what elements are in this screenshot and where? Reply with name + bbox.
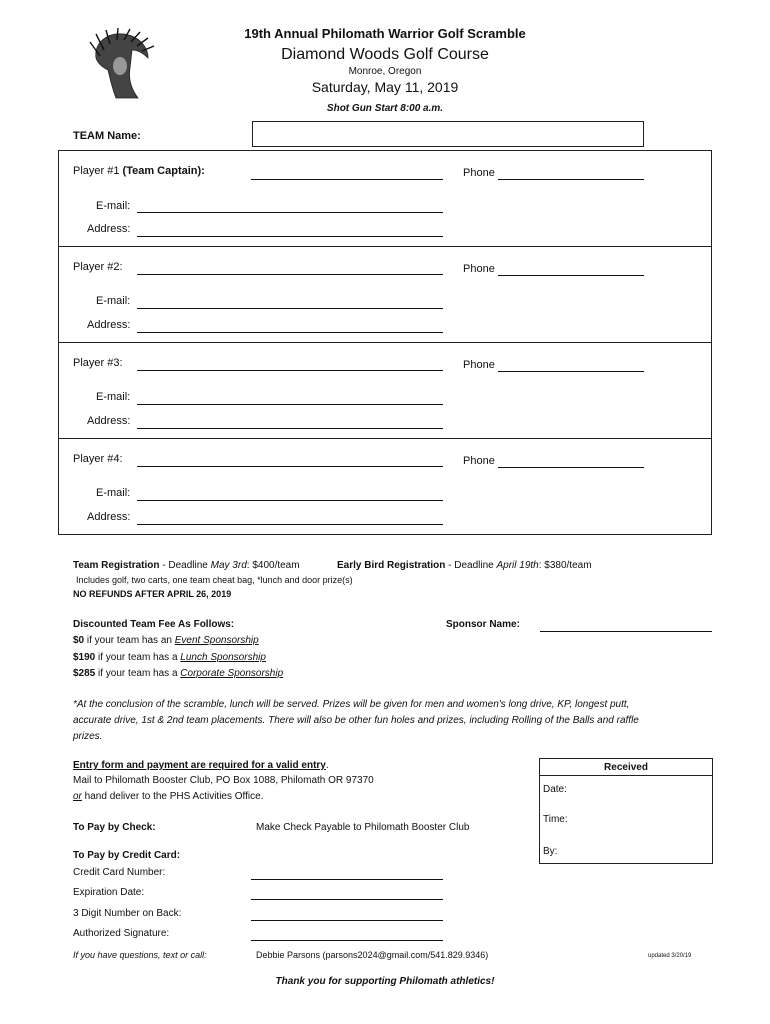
received-by-label: By: [543, 846, 558, 857]
received-title: Received [604, 762, 648, 773]
player-1-label-prefix: Player #1 [73, 165, 123, 177]
player-2-address-field[interactable] [137, 332, 443, 333]
team-registration-label: Team Registration [73, 560, 160, 571]
team-name-label: TEAM Name: [73, 130, 141, 142]
early-deadline-sep: - Deadline [445, 560, 497, 571]
sponsorship-link[interactable]: Corporate Sponsorship [180, 668, 284, 679]
player-1-label [73, 165, 205, 177]
sponsor-name-field[interactable] [540, 631, 712, 632]
player-4-address-field[interactable] [137, 524, 443, 525]
discount-text: if your team has a [95, 652, 181, 663]
cvv-field[interactable] [251, 920, 443, 921]
early-deadline: April 19th [496, 560, 539, 571]
player-3-email-label: E-mail: [96, 391, 131, 403]
discount-item [73, 635, 259, 646]
or-text: or [73, 791, 82, 802]
mail-address: Mail to Philomath Booster Club, PO Box 1088, Philomath OR 97370 [73, 775, 374, 786]
hand-deliver-text: hand deliver to the PHS Activities Office. [81, 791, 264, 802]
discount-text: if your team has a [95, 668, 181, 679]
player-3-label: Player #3: [73, 357, 123, 369]
player-4-email-label: E-mail: [96, 487, 131, 499]
event-title: 19th Annual Philomath Warrior Golf Scramble [244, 26, 526, 41]
player-divider [58, 438, 712, 439]
player-3-phone-field[interactable] [498, 371, 644, 372]
player-4-phone-label: Phone [463, 455, 495, 467]
team-name-field[interactable] [252, 121, 644, 147]
player-2-email-field[interactable] [137, 308, 443, 309]
player-4-address-label: Address: [87, 511, 131, 523]
payment-required [73, 760, 329, 771]
player-2-phone-label: Phone [463, 263, 495, 275]
contact-info: Debbie Parsons (parsons2024@gmail.com/541.829.9346) [256, 950, 489, 960]
course-location: Monroe, Oregon [348, 66, 422, 77]
team-deadline-sep: - Deadline [159, 560, 211, 571]
discount-item [73, 668, 283, 679]
early-bird-info [337, 560, 592, 571]
player-1-name-field[interactable] [251, 179, 443, 180]
event-date: Saturday, May 11, 2019 [311, 79, 459, 95]
payment-required-end: . [325, 760, 329, 771]
player-3-address-field[interactable] [137, 428, 443, 429]
sponsor-name-label: Sponsor Name: [446, 619, 520, 630]
updated-date: updated 3/20/19 [648, 953, 692, 959]
start-time: Shot Gun Start 8:00 a.m. [326, 103, 444, 114]
player-1-email-field[interactable] [137, 212, 443, 213]
questions-label: If you have questions, text or call: [73, 950, 207, 960]
player-divider [58, 342, 712, 343]
card-number-field[interactable] [251, 879, 443, 880]
discount-heading: Discounted Team Fee As Follows: [73, 619, 235, 630]
player-4-phone-field[interactable] [498, 467, 644, 468]
discount-amount: $0 [73, 635, 85, 646]
signature-label: Authorized Signature: [73, 928, 170, 939]
player-3-address-label: Address: [87, 415, 131, 427]
player-3-phone-label: Phone [463, 359, 495, 371]
pay-by-check-label: To Pay by Check: [73, 822, 156, 833]
player-divider [58, 246, 712, 247]
lunch-prizes-note: *At the conclusion of the scramble, lunch will be served. Prizes will be given for men and women's long drive, KP, longest putt, accurate drive, 1st & 2nd team placements. There will also be other fun holes and prizes, including Rolling of the Balls and raffle prizes. [73, 699, 639, 742]
early-price: : $380/team [538, 560, 592, 571]
player-1-phone-field[interactable] [498, 179, 644, 180]
includes-text: Includes golf, two carts, one team cheat bag, *lunch and door prize(s) [76, 575, 353, 585]
player-2-email-label: E-mail: [96, 295, 131, 307]
team-captain-label: (Team Captain): [122, 165, 205, 177]
hand-deliver [73, 791, 263, 802]
check-payable-text: Make Check Payable to Philomath Booster Club [256, 822, 470, 833]
team-price: : $400/team [246, 560, 300, 571]
discount-amount: $285 [73, 668, 96, 679]
signature-field[interactable] [251, 940, 443, 941]
no-refunds-text: NO REFUNDS AFTER APRIL 26, 2019 [73, 589, 232, 599]
player-4-name-field[interactable] [137, 466, 443, 467]
player-1-address-field[interactable] [137, 236, 443, 237]
player-1-email-label: E-mail: [96, 200, 131, 212]
expiration-label: Expiration Date: [73, 887, 145, 898]
cvv-label: 3 Digit Number on Back: [73, 908, 182, 919]
card-number-label: Credit Card Number: [73, 867, 166, 878]
player-4-label: Player #4: [73, 453, 123, 465]
player-4-email-field[interactable] [137, 500, 443, 501]
course-name: Diamond Woods Golf Course [281, 46, 489, 63]
discount-item [73, 652, 266, 663]
team-deadline: May 3rd [210, 560, 247, 571]
sponsorship-link[interactable]: Lunch Sponsorship [180, 652, 266, 663]
expiration-field[interactable] [251, 899, 443, 900]
player-2-phone-field[interactable] [498, 275, 644, 276]
registration-info [73, 560, 300, 571]
player-3-email-field[interactable] [137, 404, 443, 405]
received-date-label: Date: [543, 784, 567, 795]
received-box [539, 758, 713, 864]
player-2-address-label: Address: [87, 319, 131, 331]
received-time-label: Time: [543, 814, 568, 825]
player-2-name-field[interactable] [137, 274, 443, 275]
footer-thanks: Thank you for supporting Philomath athletics! [275, 976, 495, 987]
received-header-divider [540, 775, 712, 776]
player-3-name-field[interactable] [137, 370, 443, 371]
discount-amount: $190 [73, 652, 96, 663]
payment-required-text: Entry form and payment are required for a valid entry [73, 760, 326, 771]
pay-by-card-label: To Pay by Credit Card: [73, 850, 181, 861]
player-1-address-label: Address: [87, 223, 131, 235]
player-2-label: Player #2: [73, 261, 123, 273]
player-1-phone-label: Phone [463, 167, 495, 179]
discount-text: if your team has an [84, 635, 175, 646]
sponsorship-link[interactable]: Event Sponsorship [174, 635, 259, 646]
early-bird-label: Early Bird Registration [337, 560, 446, 571]
